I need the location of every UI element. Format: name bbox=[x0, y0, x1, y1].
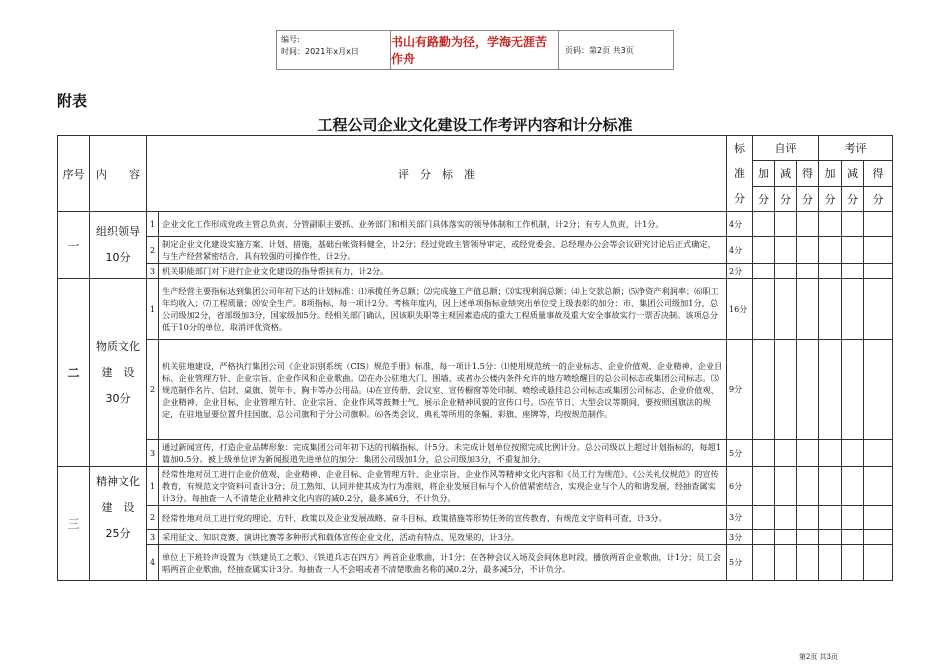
standard-score: 2分 bbox=[727, 264, 753, 279]
standard-score: 9分 bbox=[727, 340, 753, 440]
row-number: 1 bbox=[147, 467, 159, 506]
row-number: 1 bbox=[147, 212, 159, 237]
section-item bbox=[90, 212, 147, 279]
score-cell bbox=[864, 237, 893, 264]
score-cell bbox=[797, 467, 819, 506]
score-cell bbox=[775, 212, 797, 237]
section-item-line: 10分 bbox=[105, 251, 131, 264]
score-cell bbox=[753, 264, 775, 279]
score-cell bbox=[864, 467, 893, 506]
section-number: 一 bbox=[58, 212, 90, 279]
row-number: 1 bbox=[147, 279, 159, 340]
score-cell bbox=[775, 467, 797, 506]
section-item-line: 30分 bbox=[105, 391, 131, 405]
score-cell bbox=[775, 264, 797, 279]
section-number: 三 bbox=[58, 467, 90, 581]
standard-char: 准 bbox=[734, 167, 745, 180]
section-item-line: 建 设 bbox=[101, 365, 135, 379]
table-row bbox=[58, 264, 893, 279]
score-cell bbox=[842, 467, 864, 506]
score-cell bbox=[842, 530, 864, 545]
self-minus-header: 减 bbox=[775, 161, 797, 186]
score-cell bbox=[797, 237, 819, 264]
seq-header: 序号 bbox=[58, 136, 90, 212]
criteria-text: 机关驻地建设，严格执行集团公司《企业识别系统（CIS）规范手册》标准，每一项计1.5分：⑴使用规范统一的企业标志、企业价值观、企业精神、企业目标、企业管理方针、企业宗旨、企业作风和企业歌曲。⑵在办公驻地大门、围墙、或者办公楼内条件允许的地方喷绘醒目的总公司标志或集团公司标志。⑶规范制作名片、信封、桌旗、贺年卡、胸卡等办公用品。⑷在宣传册、会议室、宣传橱窗等处印制、喷绘或悬挂总公司标志或集团公司标志、企业价值观、企业精神、企业目标、企业管理方针、企业宗旨、企业作风等鼓舞士气、展示企业精神风貌的宣传口号。⑸在节日、大型会议等期间，要按照国旗法的规定，在驻地显要位置升挂国旗、总公司旗和子分公司旗帜。⑹各类会议、典礼等所用的条幅、彩旗、座牌等，均按规范制作。 bbox=[159, 340, 727, 440]
assess-add-header-2: 分 bbox=[819, 186, 842, 211]
standard-score: 6分 bbox=[727, 467, 753, 506]
score-cell bbox=[797, 264, 819, 279]
score-cell bbox=[842, 440, 864, 467]
standard-score: 4分 bbox=[727, 237, 753, 264]
assess-minus-header-2: 分 bbox=[842, 186, 864, 211]
row-number: 3 bbox=[147, 440, 159, 467]
score-cell bbox=[797, 545, 819, 581]
self-add-header: 加 bbox=[753, 161, 775, 186]
assess-minus-header: 减 bbox=[842, 161, 864, 186]
table-row bbox=[58, 212, 893, 237]
score-cell bbox=[864, 440, 893, 467]
row-number: 2 bbox=[147, 237, 159, 264]
section-item-line: 建 设 bbox=[101, 501, 135, 514]
score-cell bbox=[842, 279, 864, 340]
self-minus-header-2: 分 bbox=[775, 186, 797, 211]
assess-header: 考评 bbox=[819, 136, 893, 161]
score-cell bbox=[819, 212, 842, 237]
row-number: 2 bbox=[147, 506, 159, 530]
page-header bbox=[276, 30, 674, 70]
score-cell bbox=[797, 279, 819, 340]
appendix-label: 附表 bbox=[57, 92, 88, 110]
criteria-header: 评 分 标 准 bbox=[147, 136, 727, 212]
score-cell bbox=[864, 264, 893, 279]
section-item-line: 物质文化 bbox=[96, 339, 140, 353]
assess-get-header: 得 bbox=[864, 161, 893, 186]
criteria-text: 采用征文、知识竞赛、演讲比赛等多种形式和载体宣传企业文化，活动有特点、见效果的，计3分。 bbox=[159, 530, 727, 545]
score-cell bbox=[819, 506, 842, 530]
score-cell bbox=[819, 545, 842, 581]
score-cell bbox=[842, 340, 864, 440]
table-row bbox=[58, 530, 893, 545]
score-cell bbox=[775, 530, 797, 545]
score-cell bbox=[842, 237, 864, 264]
score-cell bbox=[775, 340, 797, 440]
number-label: 编号: bbox=[281, 35, 300, 44]
score-cell bbox=[775, 506, 797, 530]
criteria-text: 单位上下班铃声设置为《铁建员工之歌》、《铁道兵志在四方》两首企业歌曲，计1分；在各种会议入场及会间休息时段，播放两首企业歌曲，计1分；员工会唱两首企业歌曲，经抽查属实计3分。每抽查一人不会唱或者不清楚歌曲名称的减0.2分，最多减5分，不计负分。 bbox=[159, 545, 727, 581]
score-cell bbox=[842, 506, 864, 530]
page-footer: 第2页 共3页 bbox=[798, 653, 838, 661]
standard-char: 标 bbox=[734, 142, 745, 155]
score-cell bbox=[819, 467, 842, 506]
score-cell bbox=[753, 467, 775, 506]
standard-score: 3分 bbox=[727, 506, 753, 530]
score-cell bbox=[753, 440, 775, 467]
score-cell bbox=[753, 212, 775, 237]
criteria-text: 企业文化工作形成党政主管总负责、分管副职主要抓、业务部门和相关部门具体落实的领导体制和工作机制，计2分；有专人负责，计1分。 bbox=[159, 212, 727, 237]
header-meta bbox=[277, 31, 391, 69]
standard-score: 4分 bbox=[727, 212, 753, 237]
table-row bbox=[58, 440, 893, 467]
assess-get-header-2: 分 bbox=[864, 186, 893, 211]
motto: 书山有路勤为径，学海无涯苦作舟 bbox=[391, 31, 559, 69]
score-cell bbox=[797, 530, 819, 545]
row-number: 4 bbox=[147, 545, 159, 581]
standard-score: 5分 bbox=[727, 545, 753, 581]
self-eval-header: 自评 bbox=[753, 136, 819, 161]
document-title: 工程公司企业文化建设工作考评内容和计分标准 bbox=[317, 116, 633, 134]
score-cell bbox=[753, 237, 775, 264]
score-cell bbox=[775, 440, 797, 467]
section-item-line: 25分 bbox=[105, 527, 131, 540]
score-cell bbox=[753, 545, 775, 581]
score-cell bbox=[753, 340, 775, 440]
score-cell bbox=[753, 506, 775, 530]
assess-add-header: 加 bbox=[819, 161, 842, 186]
table-row bbox=[58, 279, 893, 340]
score-cell bbox=[775, 279, 797, 340]
standard-score: 5分 bbox=[727, 440, 753, 467]
score-cell bbox=[819, 237, 842, 264]
table-row bbox=[58, 545, 893, 581]
score-cell bbox=[864, 340, 893, 440]
self-get-header: 得 bbox=[797, 161, 819, 186]
page-label: 页码：第2页 共3页 bbox=[565, 45, 634, 55]
score-cell bbox=[864, 212, 893, 237]
criteria-text: 生产经营主要指标达到集团公司年初下达的计划标准：⑴承揽任务总额；⑵完成施工产值总额；⑶实现利润总额；⑷上交款总额；⑸净资产利润率；⑹职工年均收入；⑺工程质量；⑻安全生产。8项指标，每一项计2分。考核年度内，因上述单项指标业绩突出单位受上级表彰的加分：市、集团公司级加1分，总公司级加2分，省部级加3分，国家级加5分。经相关部门确认，因该职失职等主观因素造成的重大工程质量事故及重大安全事故实行一票否决制。该项总分低于10分的单位，取消评优资格。 bbox=[159, 279, 727, 340]
score-cell bbox=[775, 545, 797, 581]
standard-score: 3分 bbox=[727, 530, 753, 545]
score-cell bbox=[819, 340, 842, 440]
score-cell bbox=[797, 212, 819, 237]
score-cell bbox=[842, 264, 864, 279]
row-number: 3 bbox=[147, 530, 159, 545]
self-add-header-2: 分 bbox=[753, 186, 775, 211]
score-cell bbox=[775, 237, 797, 264]
section-item-line: 组织领导 bbox=[96, 225, 140, 238]
table-row bbox=[58, 506, 893, 530]
score-cell bbox=[797, 340, 819, 440]
table-row bbox=[58, 467, 893, 506]
self-get-header-2: 分 bbox=[797, 186, 819, 211]
score-cell bbox=[864, 545, 893, 581]
score-cell bbox=[819, 279, 842, 340]
section-item-line: 精神文化 bbox=[96, 475, 140, 488]
section-item bbox=[90, 279, 147, 467]
section-number: 二 bbox=[58, 279, 90, 467]
score-cell bbox=[753, 279, 775, 340]
score-cell bbox=[819, 264, 842, 279]
score-cell bbox=[864, 279, 893, 340]
score-cell bbox=[797, 440, 819, 467]
criteria-text: 经常性地对员工进行企业价值观、企业精神、企业目标、企业管理方针、企业宗旨、企业作风等精神文化内容和《员工行为规范》、《公关礼仪规范》的宣传教育，有规范文字资料可查计3分；员工熟知、认同并使其成为行为准则，将企业发展目标与个人价值紧密结合，实现企业与个人的和谐发展，经抽查属实计3分。每抽查一人不清楚企业精神文化内容的减0.2分，最多减6分，不计负分。 bbox=[159, 467, 727, 506]
row-number: 3 bbox=[147, 264, 159, 279]
score-cell bbox=[753, 530, 775, 545]
score-cell bbox=[864, 506, 893, 530]
standard-score: 16分 bbox=[727, 279, 753, 340]
criteria-text: 制定企业文化建设实施方案、计划、措施，基础台帐资料健全，计2分；经过党政主管领导审定，或经党委会、总经理办公会等会议研究讨论后正式确定，与生产经营紧密结合，具有较强的可操作性，计2分。 bbox=[159, 237, 727, 264]
content-header: 内 容 bbox=[90, 136, 147, 212]
criteria-text: 经常性地对员工进行党的理论、方针、政策以及企业发展战略、奋斗目标、政策措施等形势任务的宣传教育，有规范文字资料可查，计3分。 bbox=[159, 506, 727, 530]
standard-header bbox=[727, 136, 753, 212]
score-cell bbox=[797, 506, 819, 530]
table-row bbox=[58, 237, 893, 264]
score-cell bbox=[819, 440, 842, 467]
criteria-text: 通过新闻宣传，打造企业品牌形象：完成集团公司年初下达的刊稿指标，计5分。未完成计划单位按照完成比例计分。总公司级以上超过计划指标的，每超1篇加0.5分。被上级单位评为新闻报道先进单位的加分：集团公司级加1分，总公司级加3分，不重复加分。 bbox=[159, 440, 727, 467]
score-cell bbox=[864, 530, 893, 545]
score-cell bbox=[819, 530, 842, 545]
time-label: 时间：2021年x月x日 bbox=[281, 47, 359, 56]
score-cell bbox=[842, 545, 864, 581]
table-row bbox=[58, 340, 893, 440]
row-number: 2 bbox=[147, 340, 159, 440]
section-item bbox=[90, 467, 147, 581]
criteria-text: 机关职能部门对下进行企业文化建设的指导帮扶有力，计2分。 bbox=[159, 264, 727, 279]
score-cell bbox=[842, 212, 864, 237]
standard-char: 分 bbox=[734, 192, 745, 205]
scoring-table bbox=[57, 135, 893, 581]
